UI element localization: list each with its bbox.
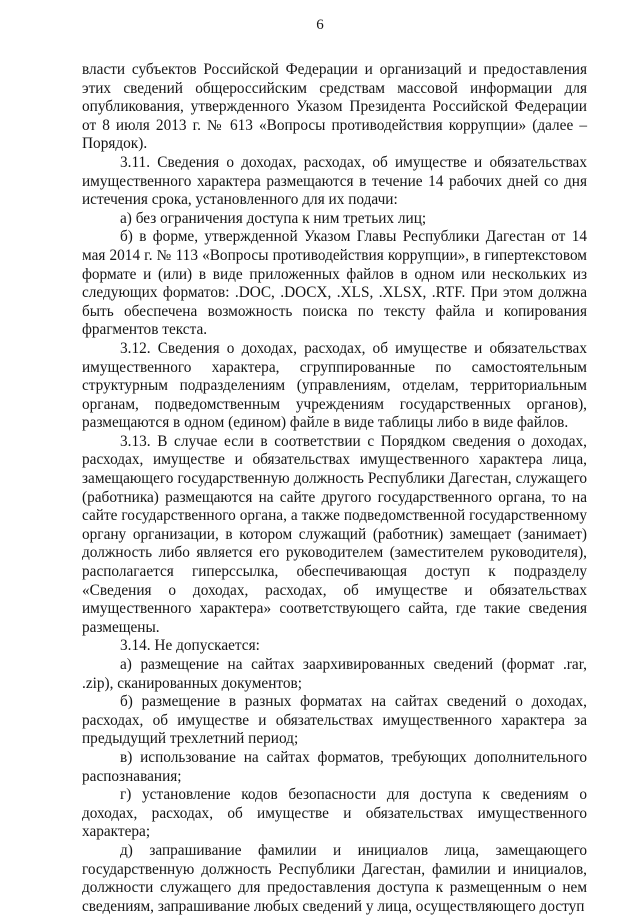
paragraph-3-14-g: г) установление кодов безопасности для доступа к сведениям о доходах, расходах, об имуществе и обязательствах имущественного характера;: [82, 786, 587, 841]
paragraph-3-14: 3.14. Не допускается:: [120, 637, 260, 655]
paragraph-3-13: 3.13. В случае если в соответствии с Порядком сведения о доходах, расходах, имуществе и обязательствах имущественного характера лица, замещающего государственную должность Республики Дагестан, служащего (работника) размещаются на сайте другого государственного органа, то на сайте государственного органа, а также подведомственной государственному органу организации, в котором служащий (работник) замещает (занимает) должность либо является его руководителем (заместителем руководителя), располагается гиперссылка, обеспечивающая доступ к подразделу «Сведения о доходах, расходах, об имуществе и обязательствах имущественного характера» соответствующего сайта, где такие сведения размещены.: [82, 432, 587, 636]
paragraph-3-14-v: в) использование на сайтах форматов, требующих дополнительного распознавания;: [82, 748, 587, 785]
paragraph-3-14-d: д) запрашивание фамилии и инициалов лица, замещающего государственную должность Республики Дагестан, фамилии и инициалов, должности служащего для предоставления доступа к размещенным о нем сведениям, запрашивание любых сведений у лица, осуществляющего доступ: [82, 841, 587, 915]
paragraph-continuation: власти субъектов Российской Федерации и организаций и предоставления этих сведений общероссийским средствам массовой информации для опубликования, утвержденного Указом Президента Российской Федерации от 8 июля 2013 г. № 613 «Вопросы противодействия коррупции» (далее – Порядок).: [82, 61, 587, 153]
page-number: 6: [316, 17, 324, 33]
paragraph-3-11-b: б) в форме, утвержденной Указом Главы Республики Дагестан от 14 мая 2014 г. № 113 «Вопросы противодействия коррупции», в гипертекстовом формате и (или) в виде приложенных файлов в одном или нескольких из следующих форматов: .DOC, .DOCX, .XLS, .XLSX, .RTF. При этом должна быть обеспечена возможность поиска по тексту файла и копирования фрагментов текста.: [82, 228, 587, 339]
paragraph-3-11: 3.11. Сведения о доходах, расходах, об имуществе и обязательствах имущественного характера размещаются в течение 14 рабочих дней со дня истечения срока, установленного для их подачи:: [82, 153, 587, 209]
paragraph-3-14-b: б) размещение в разных форматах на сайтах сведений о доходах, расходах, об имуществе и обязательствах имущественного характера за предыдущий трехлетний период;: [82, 693, 587, 748]
paragraph-3-11-a: а) без ограничения доступа к ним третьих лиц;: [120, 209, 427, 227]
paragraph-3-14-a: а) размещение на сайтах заархивированных сведений (формат .rar, .zip), сканированных документов;: [82, 656, 587, 692]
paragraph-3-12: 3.12. Сведения о доходах, расходах, об имуществе и обязательствах имущественного характера, сгруппированные по самостоятельным структурным подразделениям (управлениям, отделам, территориальным органам, подведомственным учреждениям государственных органов), размещаются в одном (едином) файле в виде таблицы либо в виде файлов.: [82, 339, 587, 432]
document-body: [82, 61, 587, 916]
